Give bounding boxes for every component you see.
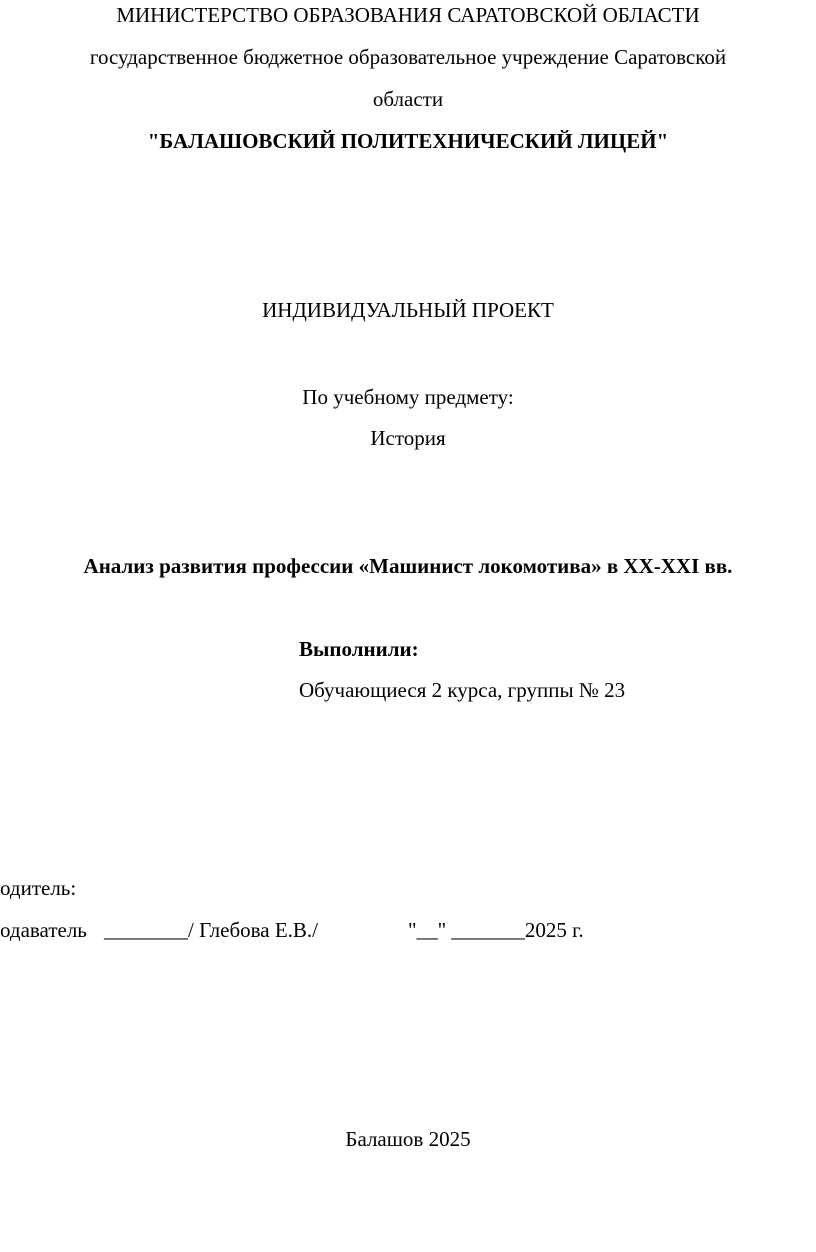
project-topic: Анализ развития профессии «Машинист локомотива» в XX-XXI вв.	[83, 554, 733, 578]
authors-label: Выполнили:	[299, 637, 419, 661]
city-year: Балашов 2025	[345, 1127, 471, 1151]
document-type: ИНДИВИДУАЛЬНЫЙ ПРОЕКТ	[262, 298, 554, 322]
institution-line-2: области	[372, 87, 444, 111]
supervisor-signature-line	[0, 917, 584, 943]
ministry-heading: МИНИСТЕРСТВО ОБРАЗОВАНИЯ САРАТОВСКОЙ ОБЛАСТИ	[116, 3, 700, 27]
supervisor-role: одаватель	[0, 918, 87, 942]
subject-label: По учебному предмету:	[302, 385, 514, 409]
signature-blank: ________/ Глебова Е.В./	[104, 918, 319, 942]
supervisor-label: одитель:	[0, 876, 77, 900]
subject-name: История	[370, 426, 446, 450]
institution-line-1: государственное бюджетное образовательное учреждение Саратовской	[89, 45, 727, 69]
authors-value: Обучающиеся 2 курса, группы № 23	[299, 678, 626, 702]
school-name: "БАЛАШОВСКИЙ ПОЛИТЕХНИЧЕСКИЙ ЛИЦЕЙ"	[147, 129, 669, 153]
date-blank: "__" _______2025 г.	[408, 918, 584, 942]
